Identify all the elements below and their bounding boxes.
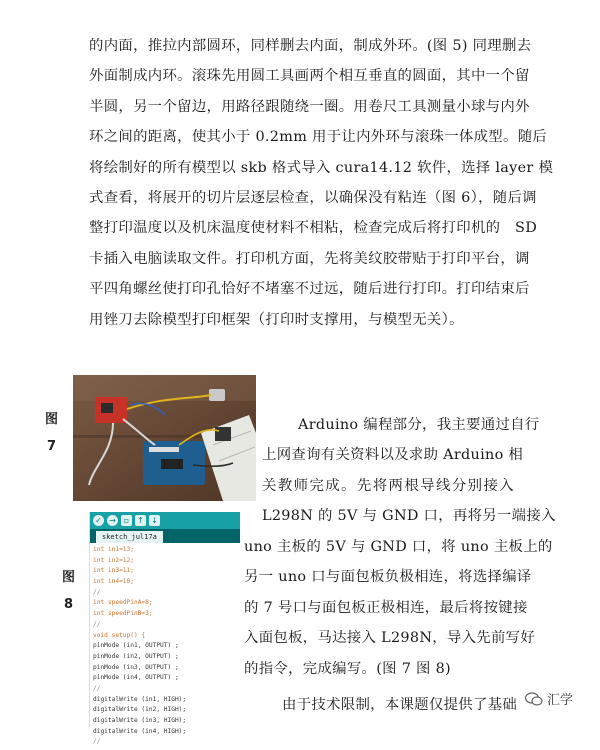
ide-tab-bar bbox=[90, 529, 240, 543]
text-line: 用锉刀去除模型打印框架（打印时支撑用，与模型无关）。 bbox=[89, 311, 464, 328]
paragraph-2-continued bbox=[244, 532, 553, 684]
open-file-icon: ↑ bbox=[135, 515, 146, 526]
code-line: int in4=10; bbox=[93, 578, 134, 586]
text-line: 整打印温度以及机床温度使材料不相粘，检查完成后将打印机的 SD bbox=[89, 220, 538, 237]
figure-7-photo bbox=[73, 375, 256, 501]
verify-icon: ✓ bbox=[93, 515, 104, 526]
code-line: pinMode (in4, OUTPUT) ; bbox=[93, 674, 179, 682]
code-line: // bbox=[93, 738, 101, 746]
code-line: void setup() { bbox=[93, 631, 146, 639]
text-line: 另一 uno 口与面包板负极相连，将选择编译 bbox=[244, 569, 532, 586]
text-line: 由于技术限制，本课题仅提供了基础 bbox=[282, 697, 518, 713]
code-line: pinMode (in2, OUTPUT) ; bbox=[93, 652, 179, 660]
figure-8-label bbox=[62, 566, 75, 612]
code-line: // bbox=[93, 684, 101, 692]
code-line: int speedPinB=3; bbox=[93, 610, 153, 618]
code-line: // bbox=[93, 588, 101, 596]
text-line: Arduino 编程部分，我主要通过自行 bbox=[298, 417, 540, 433]
code-line: digitalWrite (in2, HIGH); bbox=[93, 706, 187, 714]
text-line: 外面制成内环。滚珠先用圆工具画两个相互垂直的圆面，其中一个留 bbox=[89, 68, 530, 85]
text-line: 的 7 号口与面包板正极相连，最后将按键接 bbox=[244, 599, 528, 616]
code-editor bbox=[90, 543, 240, 750]
figure-8-arduino-ide bbox=[89, 512, 240, 746]
paragraph-2 bbox=[262, 410, 556, 532]
code-line: int in1=13; bbox=[93, 546, 134, 553]
figure-label-char: 图 bbox=[62, 570, 76, 585]
text-line: uno 主板的 5V 与 GND 口，将 uno 主板上的 bbox=[244, 539, 553, 555]
new-file-icon: ▫ bbox=[121, 515, 132, 526]
figure-label-num: 7 bbox=[47, 439, 57, 454]
code-line: digitalWrite (in3, HIGH); bbox=[93, 717, 187, 724]
code-line: pinMode (in1, OUTPUT) ; bbox=[93, 642, 179, 650]
code-line: int speedPinA=8; bbox=[93, 599, 153, 607]
text-line: 环之间的距离，使其小于 0.2mm 用于让内外环与滚珠一体成型。随后 bbox=[89, 129, 548, 146]
code-line: int in2=12; bbox=[93, 556, 134, 564]
figure-7-label bbox=[45, 408, 58, 454]
text-line: 入面包板，马达接入 L298N，导入先前写好 bbox=[244, 630, 536, 647]
text-line: 的指令，完成编写。(图 7 图 8) bbox=[244, 660, 451, 677]
text-line: L298N 的 5V 与 GND 口，再将另一端接入 bbox=[262, 508, 556, 525]
ide-toolbar bbox=[90, 512, 240, 529]
text-line: 半圆，另一个留边，用路径跟随绕一圈。用卷尺工具测量小球与内外 bbox=[89, 98, 530, 115]
paragraph-1 bbox=[89, 31, 554, 335]
code-line: pinMode (in3, OUTPUT) ; bbox=[93, 663, 179, 671]
code-line: digitalWrite (in4, HIGH); bbox=[93, 727, 187, 735]
figure-label-num: 8 bbox=[64, 597, 74, 612]
breadboard-photo-illustration bbox=[73, 375, 256, 501]
figure-label-char: 图 bbox=[45, 412, 59, 427]
save-file-icon: ↓ bbox=[149, 515, 160, 526]
sketch-tab: sketch_jul17a bbox=[96, 531, 163, 543]
wechat-logo-icon bbox=[525, 692, 543, 706]
text-line: 卡插入电脑读取文件。打印机方面，先将美纹胶带贴于打印平台，调 bbox=[89, 250, 530, 267]
text-line: 将绘制好的所有模型以 skb 格式导入 cura14.12 软件，选择 layer 模 bbox=[89, 159, 554, 176]
watermark-text: 汇学 bbox=[547, 693, 574, 708]
text-line: 平四角螺丝使打印孔恰好不堵塞不过远，随后进行打印。打印结束后 bbox=[89, 281, 530, 298]
paragraph-3 bbox=[262, 690, 518, 720]
code-line: // bbox=[93, 620, 101, 628]
text-line: 的内面，推拉内部圆环，同样删去内面，制成外环。(图 5) 同理删去 bbox=[89, 38, 532, 54]
code-line: digitalWrite (in1, HIGH); bbox=[93, 695, 187, 703]
text-line: 式查看，将展开的切片层逐层检查，以确保没有粘连（图 6），随后调 bbox=[89, 189, 537, 206]
text-line: 上网查询有关资料以及求助 Arduino 相 bbox=[262, 447, 524, 464]
text-line: 关教师完成。先将两根导线分别接入 bbox=[262, 477, 514, 494]
upload-icon: → bbox=[107, 515, 118, 526]
code-line: int in3=11; bbox=[93, 567, 134, 575]
watermark bbox=[525, 689, 573, 708]
